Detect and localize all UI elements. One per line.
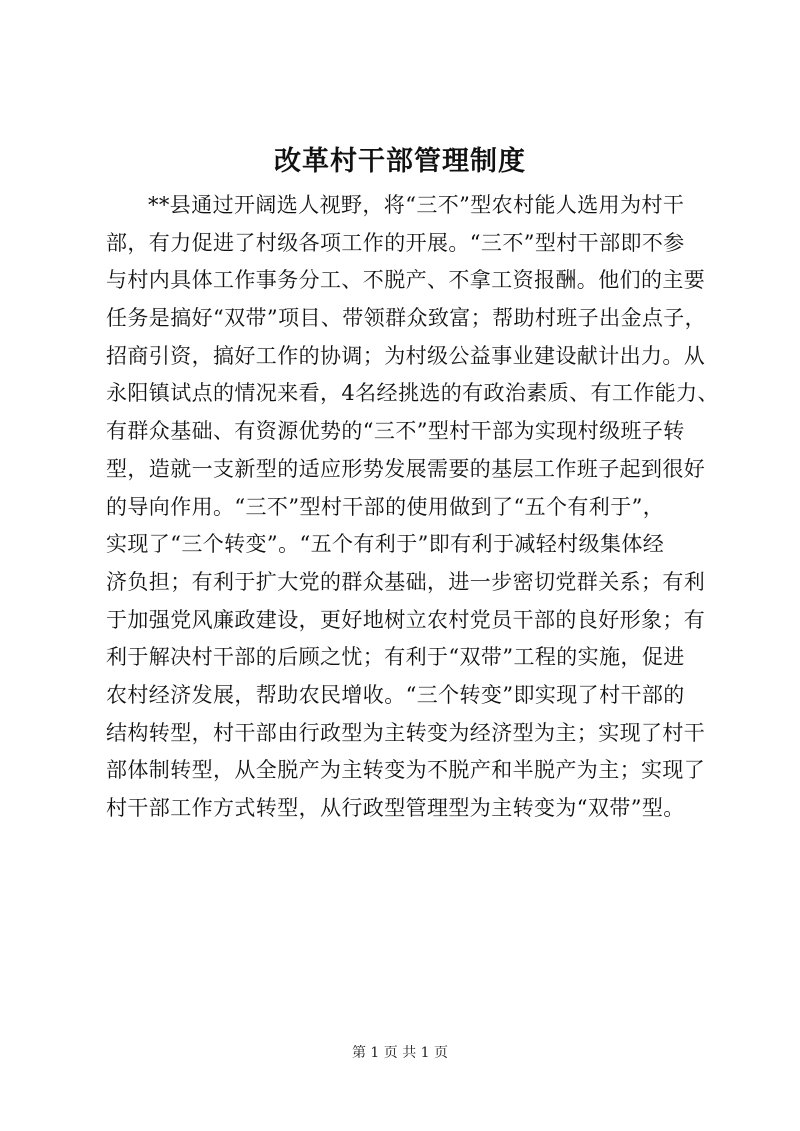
- paragraph-line: 部，有力促进了村级各项工作的开展。“三不”型村干部即不参: [106, 230, 685, 255]
- paragraph-line: 的导向作用。“三不”型村干部的使用做到了“五个有利于”，: [106, 494, 665, 519]
- paragraph-line: 济负担；有利于扩大党的群众基础，进一步密切党群关系；有利: [106, 569, 706, 594]
- paragraph-line: 部体制转型，从全脱产为主转变为不脱产和半脱产为主；实现了: [106, 758, 706, 783]
- paragraph-line: 实现了“三个转变”。“五个有利于”即有利于减轻村级集体经: [106, 532, 665, 557]
- paragraph-line: 结构转型，村干部由行政型为主转变为经济型为主；实现了村干: [106, 720, 706, 745]
- paragraph-line: 与村内具体工作事务分工、不脱产、不拿工资报酬。他们的主要: [106, 268, 706, 293]
- page-number-footer: 第 1 页 共 1 页: [351, 1045, 449, 1061]
- document-title: 改革村干部管理制度: [274, 146, 526, 177]
- body-paragraph: [106, 187, 719, 828]
- paragraph-line: 招商引资，搞好工作的协调；为村级公益事业建设献计出力。从: [106, 343, 706, 368]
- paragraph-line: **县通过开阔选人视野，将“三不”型农村能人选用为村干: [148, 193, 685, 217]
- paragraph-line: 永阳镇试点的情况来看，4名经挑选的有政治素质、有工作能力、: [106, 381, 719, 406]
- paragraph-line: 利于解决村干部的后顾之忧；有利于“双带”工程的实施，促进: [106, 645, 685, 670]
- paragraph-line: 型，造就一支新型的适应形势发展需要的基层工作班子起到很好: [106, 456, 706, 481]
- paragraph-line: 村干部工作方式转型，从行政型管理型为主转变为“双带”型。: [106, 796, 685, 820]
- paragraph-line: 有群众基础、有资源优势的“三不”型村干部为实现村级班子转: [106, 419, 685, 444]
- paragraph-line: 于加强党风廉政建设，更好地树立农村党员干部的良好形象；有: [106, 607, 706, 632]
- paragraph-line: 任务是搞好“双带”项目、带领群众致富；帮助村班子出金点子，: [106, 306, 707, 331]
- paragraph-line: 农村经济发展，帮助农民增收。“三个转变”即实现了村干部的: [106, 682, 685, 707]
